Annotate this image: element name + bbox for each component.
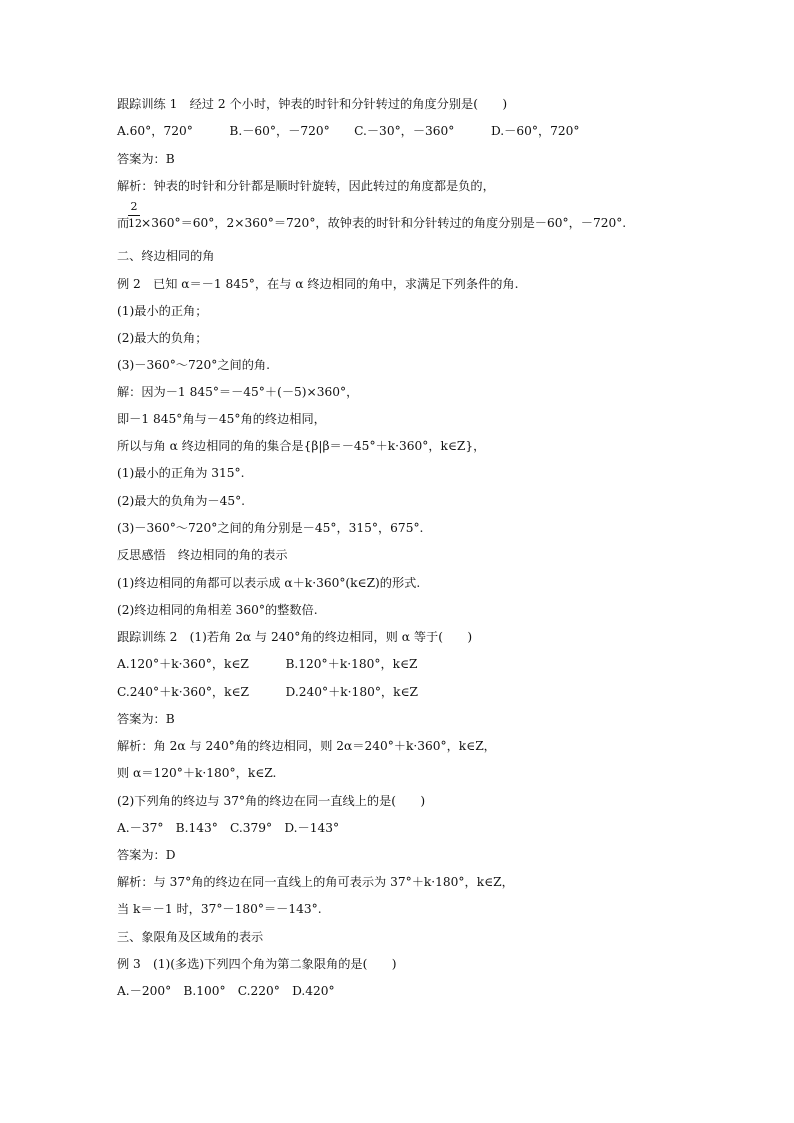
fraction-numerator: 2	[130, 200, 138, 213]
practice-1-answer: 答案为：B	[117, 152, 175, 166]
practice-2-analysis-2-cont: 当 k＝－1 时，37°－180°＝－143°.	[117, 902, 322, 916]
example-2-part-3: (3)－360°～720°之间的角.	[117, 358, 270, 372]
solution-line-6: (3)－360°～720°之间的角分别是－45°，315°，675°.	[117, 521, 424, 535]
fraction-bar	[128, 215, 140, 216]
solution-line-1: 解：因为－1 845°＝－45°＋(－5)×360°，	[117, 385, 359, 399]
practice-2-analysis-2: 解析：与 37°角的终边在同一直线上的角可表示为 37°＋k·180°，k∈Z，	[117, 875, 514, 889]
section-heading-2: 二、终边相同的角	[117, 249, 215, 263]
practice-1-analysis: 解析：钟表的时针和分针都是顺时针旋转，因此转过的角度都是负的，	[117, 179, 495, 193]
practice-1-question: 跟踪训练 1 经过 2 个小时，钟表的时针和分针转过的角度分别是( )	[117, 97, 508, 111]
solution-line-4: (1)最小的正角为 315°.	[117, 466, 245, 480]
reflection-heading: 反思感悟 终边相同的角的表示	[117, 548, 288, 562]
fraction-denominator: 12	[128, 217, 142, 230]
example-2-part-1: (1)最小的正角；	[117, 304, 208, 318]
example-3-question: 例 3 (1)(多选)下列四个角为第二象限角的是( )	[117, 957, 397, 971]
example-3-options: A.－200° B.100° C.220° D.420°	[117, 984, 335, 998]
practice-2-question-2: (2)下列角的终边与 37°角的终边在同一直线上的是( )	[117, 794, 426, 808]
reflection-point-1: (1)终边相同的角都可以表示成 α＋k·360°(k∈Z)的形式.	[117, 576, 421, 590]
practice-2-options-cd: C.240°＋k·360°，k∈Z D.240°＋k·180°，k∈Z	[117, 685, 418, 699]
practice-1-options: A.60°，720° B.－60°，－720° C.－30°，－360° D.－60°，720°	[117, 124, 580, 138]
analysis-prefix: 而	[117, 216, 130, 230]
practice-2-question-1: 跟踪训练 2 (1)若角 2α 与 240°角的终边相同，则 α 等于( )	[117, 630, 473, 644]
practice-1-analysis-cont: ×360°＝60°，2×360°＝720°，故钟表的时针和分针转过的角度分别是－60°，－720°.	[141, 216, 627, 230]
section-heading-3: 三、象限角及区域角的表示	[117, 930, 264, 944]
practice-2-analysis-1-cont: 则 α＝120°＋k·180°，k∈Z.	[117, 766, 277, 780]
example-2-question: 例 2 已知 α＝－1 845°，在与 α 终边相同的角中，求满足下列条件的角.	[117, 277, 519, 291]
practice-2-options-2: A.－37° B.143° C.379° D.－143°	[117, 821, 340, 835]
practice-2-answer-1: 答案为：B	[117, 712, 175, 726]
practice-2-options-ab: A.120°＋k·360°，k∈Z B.120°＋k·180°，k∈Z	[117, 657, 418, 671]
example-2-part-2: (2)最大的负角；	[117, 331, 208, 345]
practice-2-analysis-1: 解析：角 2α 与 240°角的终边相同，则 2α＝240°＋k·360°，k∈Z，	[117, 739, 496, 753]
reflection-point-2: (2)终边相同的角相差 360°的整数倍.	[117, 603, 318, 617]
solution-line-2: 即－1 845°角与－45°角的终边相同，	[117, 412, 326, 426]
solution-line-5: (2)最大的负角为－45°.	[117, 494, 246, 508]
solution-line-3: 所以与角 α 终边相同的角的集合是{β|β＝－45°＋k·360°，k∈Z}，	[117, 439, 486, 453]
practice-2-answer-2: 答案为：D	[117, 848, 176, 862]
